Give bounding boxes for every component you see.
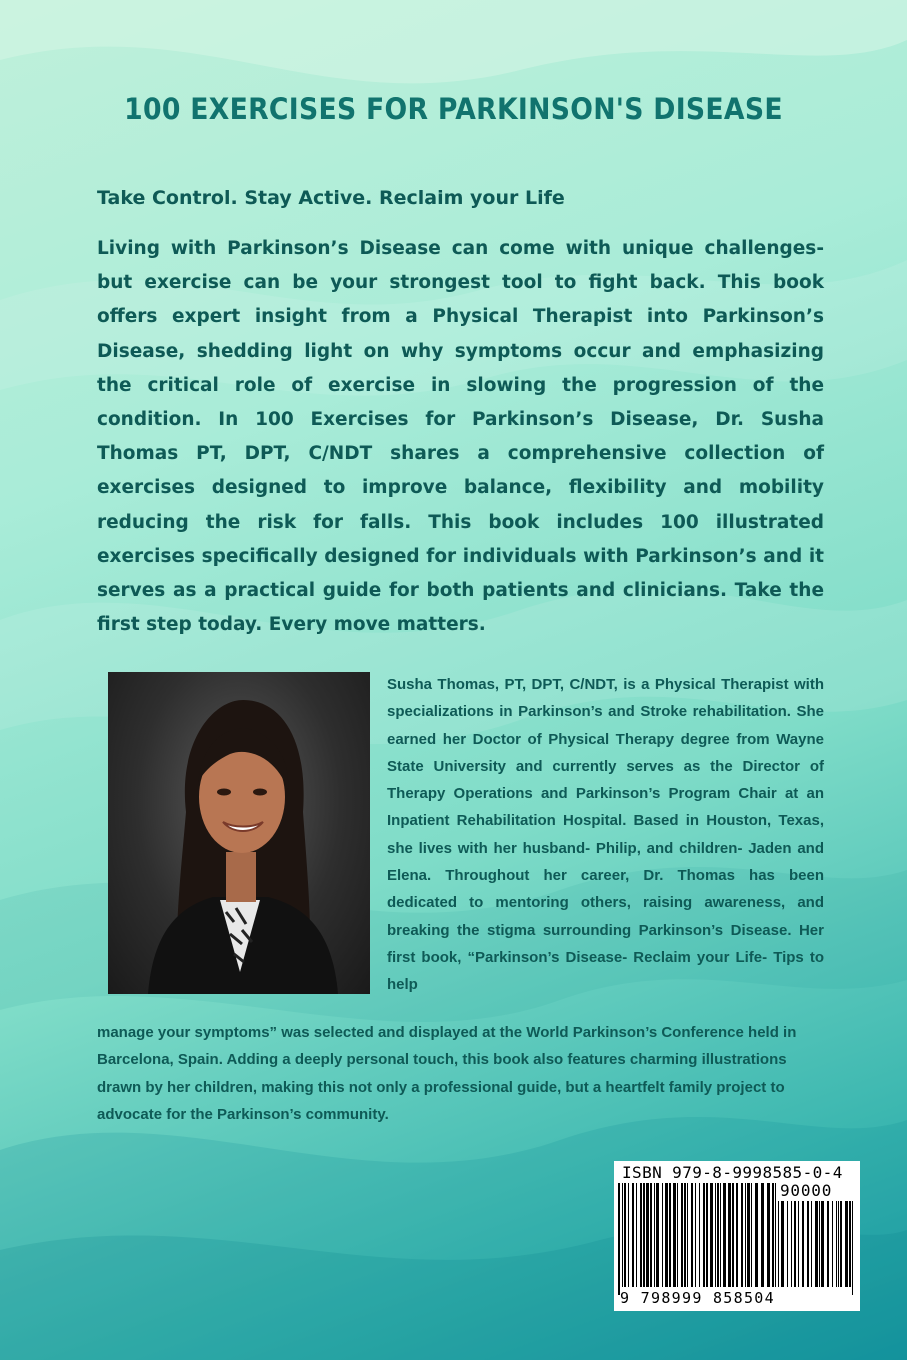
barcode-bar xyxy=(662,1183,663,1287)
barcode-bar xyxy=(772,1183,774,1287)
price-code: 90000 xyxy=(780,1181,833,1200)
tagline: Take Control. Stay Active. Reclaim your Life xyxy=(97,187,565,209)
barcode-bar xyxy=(732,1183,734,1287)
barcode-bar xyxy=(767,1183,770,1287)
book-blurb: Living with Parkinson’s Disease can come with unique challenges- but exercise can be your strongest tool to fight back. This book offers expert insight from a Physical Therapist into Parkinson’s Disease, shedding light on why symptoms occur and emphasizing the critical role of exercise in slowing the progression of the condition. In 100 Exercises for Parkinson’s Disease, Dr. Susha Thomas PT, DPT, C/NDT shares a comprehensive collection of exercises designed to improve balance, flexibility and mobility reducing the risk for falls. This book includes 100 illustrated exercises specifically designed for individuals with Parkinson’s and it serves as a practical guide for both patients and clinicians. Take the first step today. Every move matters. xyxy=(97,238,824,636)
barcode-bar xyxy=(673,1183,676,1287)
barcode-bar xyxy=(650,1183,652,1287)
barcode-bar xyxy=(618,1183,620,1295)
barcode-bar xyxy=(654,1183,655,1287)
barcode-bar xyxy=(643,1183,645,1287)
author-name: Susha Thomas, PT, DPT, C/NDT, xyxy=(387,676,618,693)
barcode-bar xyxy=(684,1183,686,1287)
author-photo xyxy=(108,672,370,994)
author-portrait-illustration xyxy=(108,672,370,994)
author-bio-side xyxy=(387,671,824,999)
barcode-bar xyxy=(745,1183,746,1287)
author-bio-continued: manage your symptoms” was selected and displayed at the World Parkinson’s Conference held in Barcelona, Spain. Adding a deeply personal touch, this book also features charming illustrations drawn by her children, making this not only a professional guide, but a heartfelt family project to advocate for the Parkinson’s community. xyxy=(97,1024,797,1123)
barcode-bar xyxy=(656,1183,659,1287)
barcode-bar xyxy=(741,1183,743,1287)
barcode-bar xyxy=(755,1183,758,1287)
barcode-bar xyxy=(710,1183,713,1287)
book-title: 100 EXERCISES FOR PARKINSON'S DISEASE xyxy=(124,92,783,126)
barcode-bar xyxy=(703,1183,705,1287)
isbn-label: ISBN 979-8-9998585-0-4 xyxy=(622,1163,843,1182)
barcode-bar xyxy=(681,1183,683,1287)
barcode-bar xyxy=(728,1183,731,1287)
barcode-bar xyxy=(628,1183,629,1287)
barcode-bar xyxy=(640,1183,642,1287)
barcode-bar xyxy=(717,1183,719,1287)
barcode-bar xyxy=(632,1183,634,1287)
barcode-number: 9 798999 858504 xyxy=(620,1289,775,1307)
barcode-bar xyxy=(723,1183,726,1287)
barcode-bar xyxy=(747,1183,750,1287)
barcode-bar xyxy=(775,1183,776,1287)
barcode-bar xyxy=(706,1183,708,1287)
barcode-bar xyxy=(751,1183,752,1287)
barcode-bar xyxy=(624,1183,626,1287)
barcode-bar xyxy=(715,1183,716,1287)
barcode-bar xyxy=(761,1183,764,1287)
barcode-bar xyxy=(720,1183,721,1287)
barcode-bar xyxy=(736,1183,738,1287)
barcode-bar xyxy=(636,1183,637,1287)
barcode-bar xyxy=(669,1183,671,1287)
isbn-barcode xyxy=(614,1161,860,1311)
barcode-bar xyxy=(677,1183,678,1287)
barcode-bar xyxy=(695,1183,696,1287)
barcode-bar xyxy=(665,1183,668,1287)
author-bio-text: is a Physical Therapist with specializations in Parkinson’s and Stroke rehabilitation. She earned her Doctor of Physical Therapy degree from Wayne State University and currently serves as the Director of Therapy Operations and Parkinson’s Program Chair at an Inpatient Rehabilitation Hospital. Based in Houston, Texas, she lives with her husband- Philip, and children- Jaden and Elena. Throughout her career, Dr. Thomas has been dedicated to mentoring others, raising awareness, and breaking the stigma surrounding Parkinson’s Disease. Her first book, “Parkinson’s Disease- Reclaim your Life- Tips to help xyxy=(387,676,824,994)
barcode-bar xyxy=(691,1183,693,1287)
barcode-bar xyxy=(687,1183,688,1287)
barcode-bar xyxy=(646,1183,649,1287)
barcode-bar xyxy=(622,1183,623,1287)
barcode-bar xyxy=(699,1183,700,1287)
